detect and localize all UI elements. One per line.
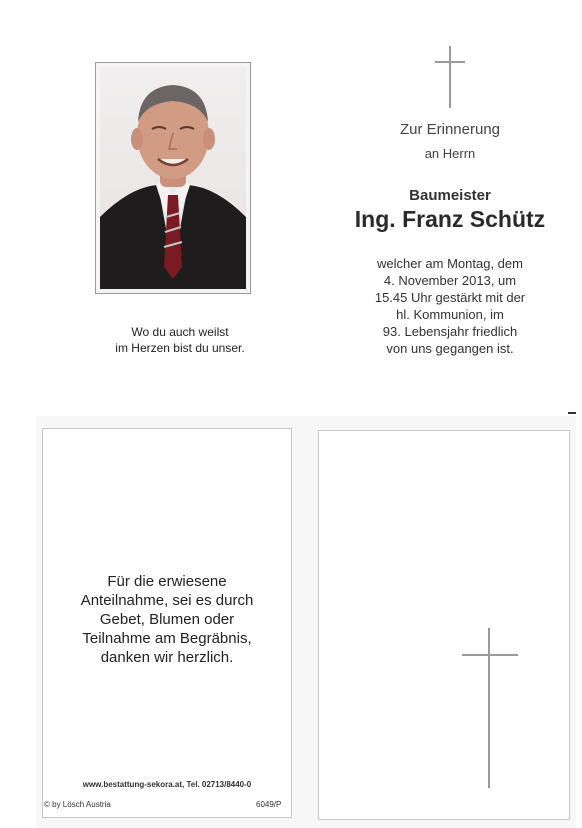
- verse-line: im Herzen bist du unser.: [115, 341, 245, 355]
- cross-icon: [435, 46, 465, 108]
- memory-title: Zur Erinnerung: [399, 121, 501, 138]
- portrait-photo: [100, 67, 246, 289]
- death-notice: [340, 255, 560, 357]
- thanks-line: danken wir herzlich.: [100, 649, 234, 666]
- photo-frame: [95, 62, 251, 294]
- thanks-line: Anteilnahme, sei es durch: [80, 592, 254, 609]
- death-notice-line: 15.45 Uhr gestärkt mit der: [374, 290, 526, 305]
- funeral-home-contact: www.bestattung-sekora.at, Tel. 02713/8440-0: [82, 780, 252, 789]
- thanks-text: [52, 572, 282, 667]
- thanks-line: Für die erwiesene: [107, 573, 227, 590]
- death-notice-line: 4. November 2013, um: [383, 273, 517, 288]
- profession: Baumeister: [409, 187, 491, 204]
- card-code: 6049/P: [256, 800, 282, 809]
- thanks-line: Teilnahme am Begräbnis,: [82, 630, 252, 647]
- cross-icon: [458, 628, 522, 788]
- portrait-illustration: [100, 67, 246, 289]
- death-notice-line: hl. Kommunion, im: [396, 307, 504, 322]
- edge-mark: [568, 412, 576, 414]
- deceased-name: Ing. Franz Schütz: [354, 206, 546, 232]
- death-notice-line: von uns gegangen ist.: [386, 341, 514, 356]
- death-notice-line: welcher am Montag, dem: [377, 256, 523, 271]
- verse-line: Wo du auch weilst: [131, 325, 229, 339]
- salutation: an Herrn: [424, 146, 476, 161]
- memorial-card-front: [0, 0, 582, 410]
- verse: [60, 324, 300, 356]
- death-notice-line: 93. Lebensjahr friedlich: [382, 324, 518, 339]
- copyright: © by Lösch Austria: [44, 800, 111, 809]
- cross-panel: [318, 430, 570, 820]
- thanks-line: Gebet, Blumen oder: [99, 611, 235, 628]
